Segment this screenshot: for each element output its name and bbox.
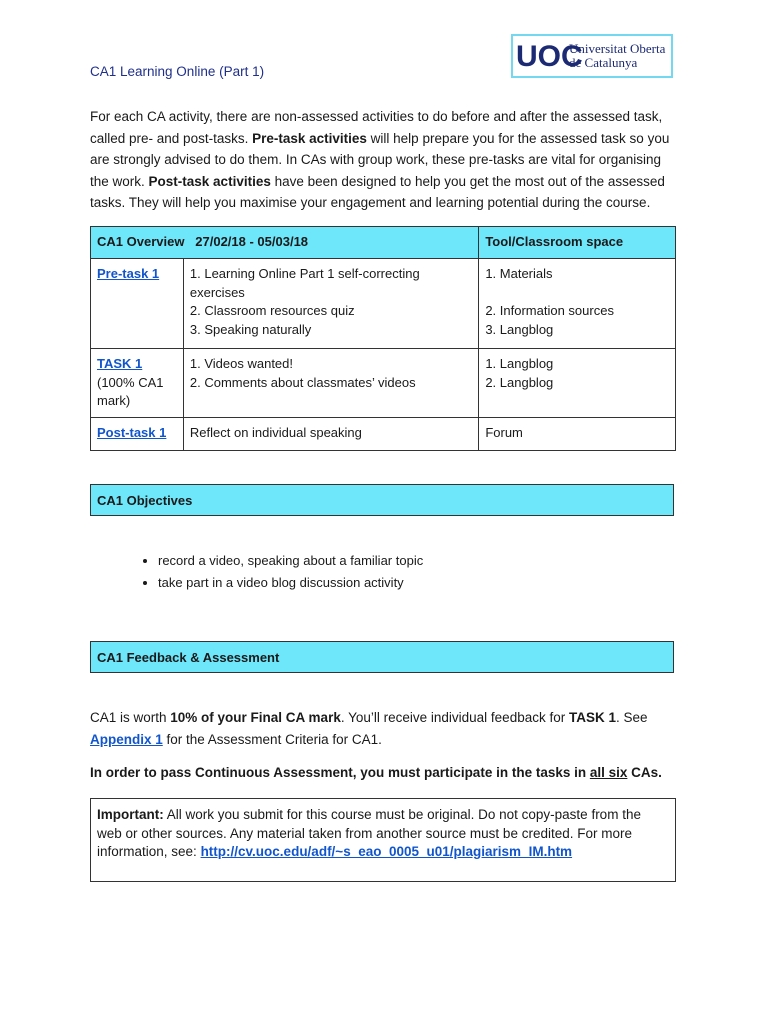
- feedback-heading: CA1 Feedback & Assessment: [90, 641, 674, 673]
- logo-line-1: Universitat Oberta: [569, 41, 666, 56]
- important-notice: [90, 798, 676, 882]
- tool-item: 2. Information sources: [485, 303, 614, 318]
- overview-header-left: CA1 Overview 27/02/18 - 05/03/18: [91, 227, 479, 259]
- list-item: • take part in a video blog discussion activity: [158, 572, 423, 594]
- logo-line-2: de Catalunya: [569, 55, 638, 70]
- task-cell: [91, 349, 184, 418]
- task-cell: [91, 259, 184, 349]
- overview-table: [90, 226, 676, 451]
- tool-item: 2. Langblog: [485, 374, 554, 390]
- appendix-1-link[interactable]: Appendix 1: [90, 732, 163, 747]
- tools-cell: [479, 349, 676, 418]
- pass-requirement: [90, 762, 675, 784]
- task-1-link[interactable]: TASK 1: [97, 356, 143, 371]
- table-row: [91, 349, 676, 418]
- task-cell: [91, 417, 184, 450]
- logo-mark-text: UOC: [516, 40, 583, 73]
- table-row: [91, 259, 676, 349]
- intro-bold-2: Post-task activities: [148, 173, 271, 189]
- activity-item: 2. Comments about classmates’ videos: [189, 374, 416, 390]
- activity-item: 1. Videos wanted!: [189, 356, 294, 371]
- tool-item: 3. Langblog: [485, 321, 554, 337]
- uoc-logo: [511, 34, 673, 78]
- intro-bold-1: Pre-task activities: [252, 130, 367, 146]
- intro-text-1: For each CA activity, there are non-assessed activities to do before and after the assessed task, called pre- and post-tasks.: [90, 109, 663, 146]
- activity-item: Reflect on individual speaking: [189, 424, 362, 440]
- tool-item: 1. Materials: [485, 266, 553, 281]
- intro-paragraph: [90, 106, 678, 214]
- overview-header-right: Tool/Classroom space: [479, 227, 676, 259]
- feedback-text: . See: [616, 710, 648, 725]
- activity-item: 1. Learning Online Part 1 self-correcting exercises: [189, 266, 420, 300]
- list-item: • record a video, speaking about a familiar topic: [158, 550, 423, 572]
- tool-spacer: [485, 284, 669, 303]
- objectives-heading: CA1 Objectives: [90, 484, 674, 516]
- activity-item: 2. Classroom resources quiz: [189, 303, 355, 318]
- tool-item: 1. Langblog: [485, 356, 554, 371]
- activity-item: 3. Speaking naturally: [189, 321, 312, 337]
- tools-cell: [479, 417, 676, 450]
- notice-label: Important:: [97, 807, 164, 822]
- feedback-paragraph: [90, 707, 675, 751]
- activities-cell: [183, 417, 478, 450]
- tool-item: Forum: [485, 424, 523, 440]
- intro-text-2: will help prepare you for the assessed task so you are strongly advised to do them. In CAs with group work, these pre-tasks are vital for organising the work.: [90, 130, 670, 189]
- activities-cell: [183, 259, 478, 349]
- intro-text-3: have been designed to help you get the most out of the assessed tasks. They will help you maximise your engagement and learning potential during the course.: [90, 173, 665, 210]
- pre-task-1-link[interactable]: Pre-task 1: [97, 266, 160, 281]
- overview-header-row: [91, 227, 676, 259]
- task-note: (100% CA1 mark): [97, 374, 164, 408]
- uoc-logo-mark-icon: [515, 36, 583, 76]
- post-task-1-link[interactable]: Post-task 1: [97, 424, 167, 440]
- feedback-text: for the Assessment Criteria for CA1.: [162, 732, 382, 747]
- pass-text: In order to pass Continuous Assessment, you must participate in the tasks in: [90, 765, 590, 780]
- feedback-text: CA1 is worth: [90, 710, 171, 725]
- feedback-text: . You’ll receive individual feedback for: [340, 710, 569, 725]
- pass-underlined: all six: [589, 765, 628, 780]
- logo-wordmark: [569, 42, 665, 70]
- feedback-bold: 10% of your Final CA mark: [170, 710, 341, 725]
- table-row: [91, 417, 676, 450]
- page-title: CA1 Learning Online (Part 1): [90, 64, 265, 79]
- objectives-list: [90, 550, 423, 594]
- pass-text: CAs.: [627, 765, 662, 780]
- activities-cell: [183, 349, 478, 418]
- feedback-bold: TASK 1: [568, 710, 616, 725]
- tools-cell: [479, 259, 676, 349]
- plagiarism-link[interactable]: http://cv.uoc.edu/adf/~s_eao_0005_u01/plagiarism_IM.htm: [200, 844, 573, 859]
- notice-text: All work you submit for this course must be original. Do not copy-paste from the web or other sources. Any material taken from another source must be credited. For more information, see:: [97, 807, 641, 859]
